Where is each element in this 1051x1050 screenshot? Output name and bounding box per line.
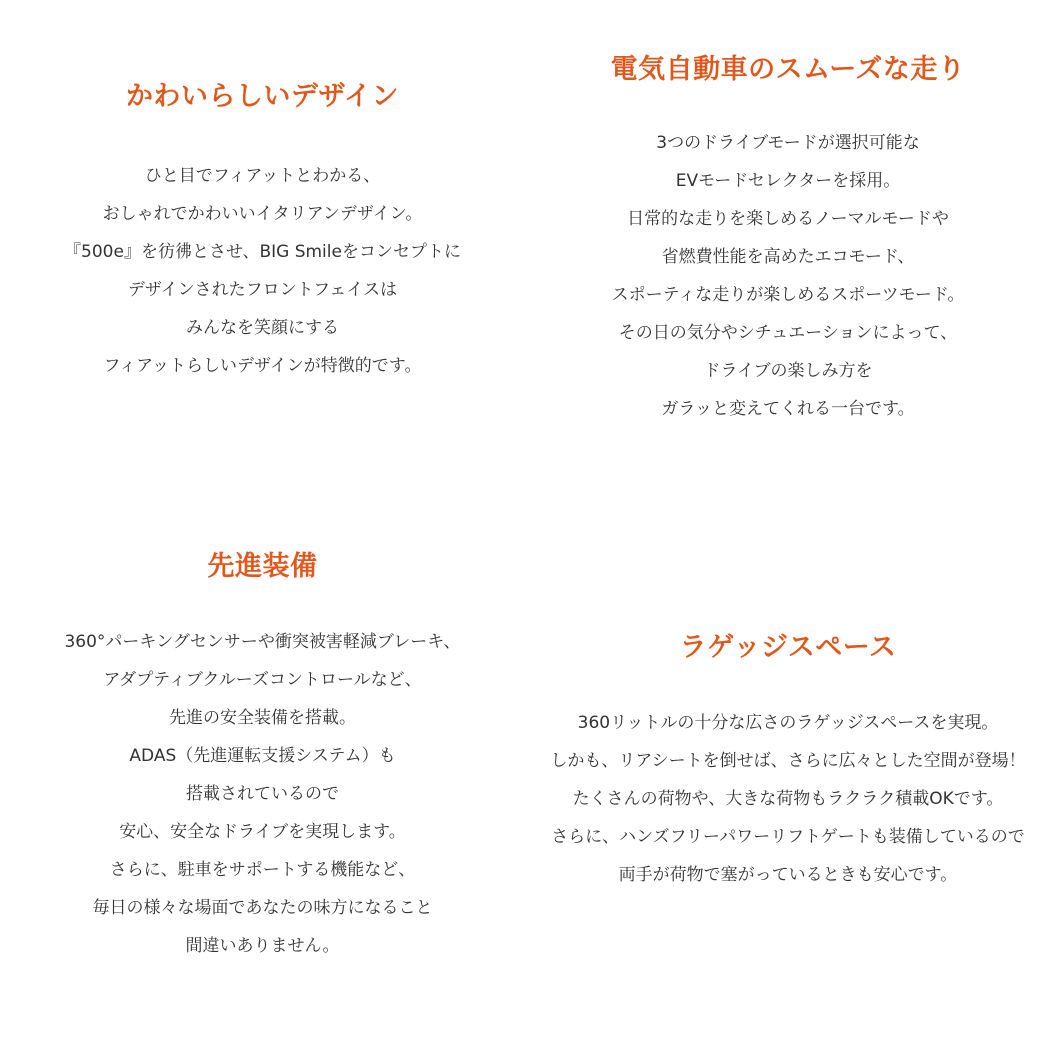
paragraph-line: ひと目でフィアットとわかる、 bbox=[144, 166, 381, 186]
section-heading-advanced: 先進装備 bbox=[207, 551, 318, 582]
paragraph-line: 『500e』を彷彿とさせ、BIG Smileをコンセプトに bbox=[64, 242, 461, 262]
paragraph-line: その日の気分やシチュエーションによって、 bbox=[618, 323, 958, 343]
paragraph-line: スポーティな走りが楽しめるスポーツモード。 bbox=[611, 285, 965, 305]
paragraph-line: ガラッと変えてくれる一台です。 bbox=[661, 399, 915, 419]
paragraph-line: アダプティブクルーズコントロールなど、 bbox=[103, 670, 422, 690]
paragraph-line: 毎日の様々な場面であなたの味方になること bbox=[92, 898, 433, 918]
paragraph-line: さらに、駐車をサポートする機能など、 bbox=[109, 860, 416, 880]
paragraph-line: ドライブの楽しみ方を bbox=[703, 361, 873, 381]
paragraph-line: デザインされたフロントフェイスは bbox=[127, 280, 398, 300]
section-body-luggage bbox=[525, 704, 1051, 894]
section-heading-luggage: ラゲッジスペース bbox=[679, 632, 897, 663]
paragraph-line: 搭載されているので bbox=[186, 784, 339, 804]
paragraph-line: 360リットルの十分な広さのラゲッジスペースを実現。 bbox=[577, 713, 999, 733]
paragraph-line: おしゃれでかわいいイタリアンデザイン。 bbox=[102, 204, 423, 224]
paragraph-line: 3つのドライブモードが選択可能な bbox=[656, 133, 920, 153]
paragraph-line: ADAS（先進運転支援システム）も bbox=[129, 746, 396, 766]
paragraph-line: 先進の安全装備を搭載。 bbox=[169, 708, 356, 728]
paragraph-line: しかも、リアシートを倒せば、さらに広々とした空間が登場！ bbox=[550, 751, 1026, 771]
section-body-design bbox=[0, 157, 525, 385]
paragraph-line: みんなを笑顔にする bbox=[186, 318, 339, 338]
paragraph-line: EVモードセレクターを採用。 bbox=[675, 171, 901, 191]
paragraph-line: 両手が荷物で塞がっているときも安心です。 bbox=[618, 865, 958, 885]
paragraph-line: 360°パーキングセンサーや衝突被害軽減ブレーキ、 bbox=[64, 632, 461, 652]
paragraph-line: たくさんの荷物や、大きな荷物もラクラク積載OKです。 bbox=[572, 789, 1004, 809]
section-body-ev bbox=[525, 124, 1051, 428]
paragraph-line: 安心、安全なドライブを実現します。 bbox=[119, 822, 406, 842]
paragraph-line: 省燃費性能を高めたエコモード、 bbox=[661, 247, 915, 267]
paragraph-line: 日常的な走りを楽しめるノーマルモードや bbox=[627, 209, 949, 229]
paragraph-line: フィアットらしいデザインが特徴的です。 bbox=[103, 356, 422, 376]
paragraph-line: 間違いありません。 bbox=[185, 936, 340, 956]
section-body-advanced bbox=[0, 623, 525, 965]
section-heading-ev: 電気自動車のスムーズな走り bbox=[610, 54, 966, 85]
section-heading-design: かわいらしいデザイン bbox=[125, 81, 400, 112]
paragraph-line: さらに、ハンズフリーパワーリフトゲートも装備しているので bbox=[551, 827, 1025, 847]
